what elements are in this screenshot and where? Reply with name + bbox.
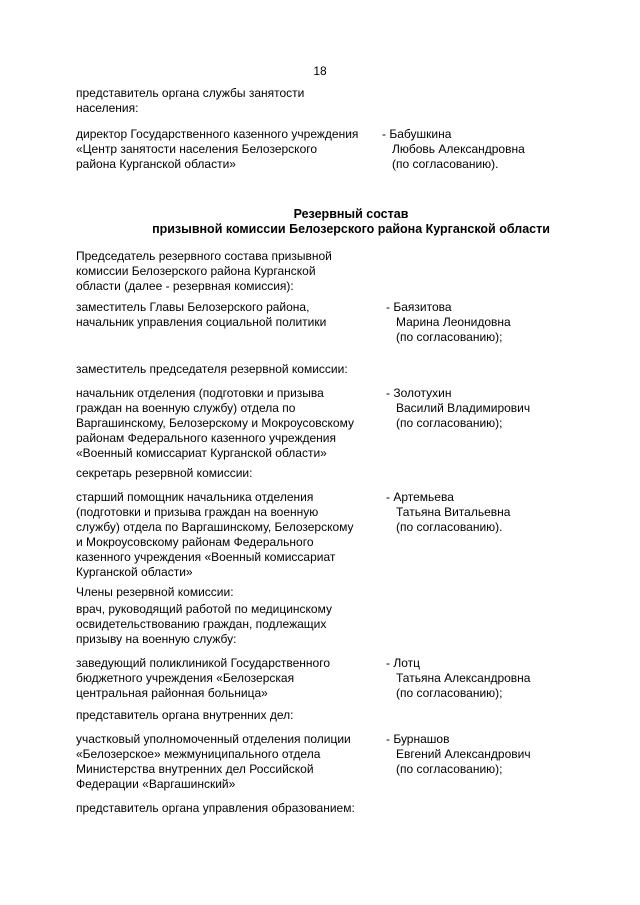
text-line: Курганской области» bbox=[76, 565, 193, 579]
deputy-chair-label bbox=[76, 362, 348, 377]
person-note: (по согласованию). bbox=[392, 157, 499, 171]
person-name: Евгений Александрович bbox=[396, 747, 531, 761]
member-person bbox=[386, 656, 530, 701]
text-line: районам Федерального казенного учреждения bbox=[76, 431, 336, 445]
member-position bbox=[76, 732, 351, 792]
text-line: начальник отделения (подготовки и призыва bbox=[76, 386, 324, 400]
title-line: Резервный состав bbox=[293, 207, 409, 221]
page-number: 18 bbox=[313, 64, 327, 78]
text-line: заместитель председателя резервной комиссии: bbox=[76, 362, 348, 376]
text-line: секретарь резервной комиссии: bbox=[76, 466, 253, 480]
text-line: «Центр занятости населения Белозерского bbox=[76, 142, 318, 156]
member-person bbox=[386, 300, 511, 345]
text-line: Варгашинскому, Белозерскому и Мокроусовскому bbox=[76, 416, 354, 430]
text-line: Федерации «Варгашинский» bbox=[76, 777, 236, 791]
text-line: района Курганской области» bbox=[76, 157, 236, 171]
text-line: центральная районная больница» bbox=[76, 686, 268, 700]
text-line: представитель органа управления образованием: bbox=[76, 801, 355, 815]
text-line: начальник управления социальной политики bbox=[76, 315, 327, 329]
person-name: Любовь Александровна bbox=[392, 142, 525, 156]
employment-center-position bbox=[76, 127, 358, 172]
police-label bbox=[76, 708, 293, 723]
text-line: службу) отдела по Варгашинскому, Белозерскому bbox=[76, 520, 354, 534]
text-line: бюджетного учреждения «Белозерская bbox=[76, 671, 295, 685]
text-line: старший помощник начальника отделения bbox=[76, 490, 314, 504]
text-line: Члены резервной комиссии: bbox=[76, 585, 234, 599]
text-line: «Белозерское» межмуниципального отдела bbox=[76, 747, 321, 761]
member-position bbox=[76, 490, 354, 580]
text-line: освидетельствованию граждан, подлежащих bbox=[76, 617, 327, 631]
member-position bbox=[76, 386, 354, 461]
person-surname: - Золотухин bbox=[386, 386, 452, 400]
person-note: (по согласованию). bbox=[396, 520, 503, 534]
text-line: заместитель Главы Белозерского района, bbox=[76, 300, 310, 314]
text-line: представитель органа службы занятости bbox=[76, 86, 305, 100]
person-name: Татьяна Витальевна bbox=[396, 505, 511, 519]
person-surname: - Артемьева bbox=[386, 490, 454, 504]
person-note: (по согласованию); bbox=[396, 416, 503, 430]
member-position bbox=[76, 300, 326, 330]
section-title bbox=[0, 207, 640, 237]
text-line: врач, руководящий работой по медицинскому bbox=[76, 602, 332, 616]
members-label bbox=[76, 585, 234, 600]
text-line: «Военный комиссариат Курганской области» bbox=[76, 446, 327, 460]
member-person bbox=[386, 386, 530, 431]
person-surname: - Баязитова bbox=[386, 300, 452, 314]
person-surname: - Лотц bbox=[386, 656, 420, 670]
text-line: граждан на военную службу) отдела по bbox=[76, 401, 296, 415]
employment-service-role bbox=[76, 86, 304, 116]
text-line: Министерства внутренних дел Российской bbox=[76, 762, 314, 776]
text-line: представитель органа внутренних дел: bbox=[76, 708, 294, 722]
text-line: и Мокроусовскому районам Федерального bbox=[76, 535, 314, 549]
doctor-label bbox=[76, 602, 332, 647]
person-note: (по согласованию); bbox=[396, 686, 503, 700]
education-label bbox=[76, 801, 355, 816]
person-note: (по согласованию); bbox=[396, 762, 503, 776]
text-line: населения: bbox=[76, 101, 139, 115]
text-line: участковый уполномоченный отделения полиции bbox=[76, 732, 351, 746]
text-line: (подготовки и призыва граждан на военную bbox=[76, 505, 319, 519]
person-name: Марина Леонидовна bbox=[396, 315, 511, 329]
text-line: Председатель резервного состава призывной bbox=[76, 249, 332, 263]
person-name: Василий Владимирович bbox=[396, 401, 531, 415]
employment-center-person bbox=[382, 127, 525, 172]
member-person bbox=[386, 732, 531, 777]
text-line: области (далее - резервная комиссия): bbox=[76, 279, 294, 293]
person-surname: - Бурнашов bbox=[386, 732, 450, 746]
title-line: призывной комиссии Белозерского района Курганской области bbox=[152, 222, 550, 236]
secretary-label bbox=[76, 466, 252, 481]
chair-label bbox=[76, 249, 332, 294]
person-surname: - Бабушкина bbox=[382, 127, 452, 141]
text-line: заведующий поликлиникой Государственного bbox=[76, 656, 331, 670]
text-line: комиссии Белозерского района Курганской bbox=[76, 264, 316, 278]
person-name: Татьяна Александровна bbox=[396, 671, 531, 685]
member-position bbox=[76, 656, 330, 701]
text-line: директор Государственного казенного учреждения bbox=[76, 127, 359, 141]
text-line: казенного учреждения «Военный комиссариат bbox=[76, 550, 336, 564]
person-note: (по согласованию); bbox=[396, 330, 503, 344]
text-line: призыву на военную службу: bbox=[76, 632, 237, 646]
member-person bbox=[386, 490, 510, 535]
